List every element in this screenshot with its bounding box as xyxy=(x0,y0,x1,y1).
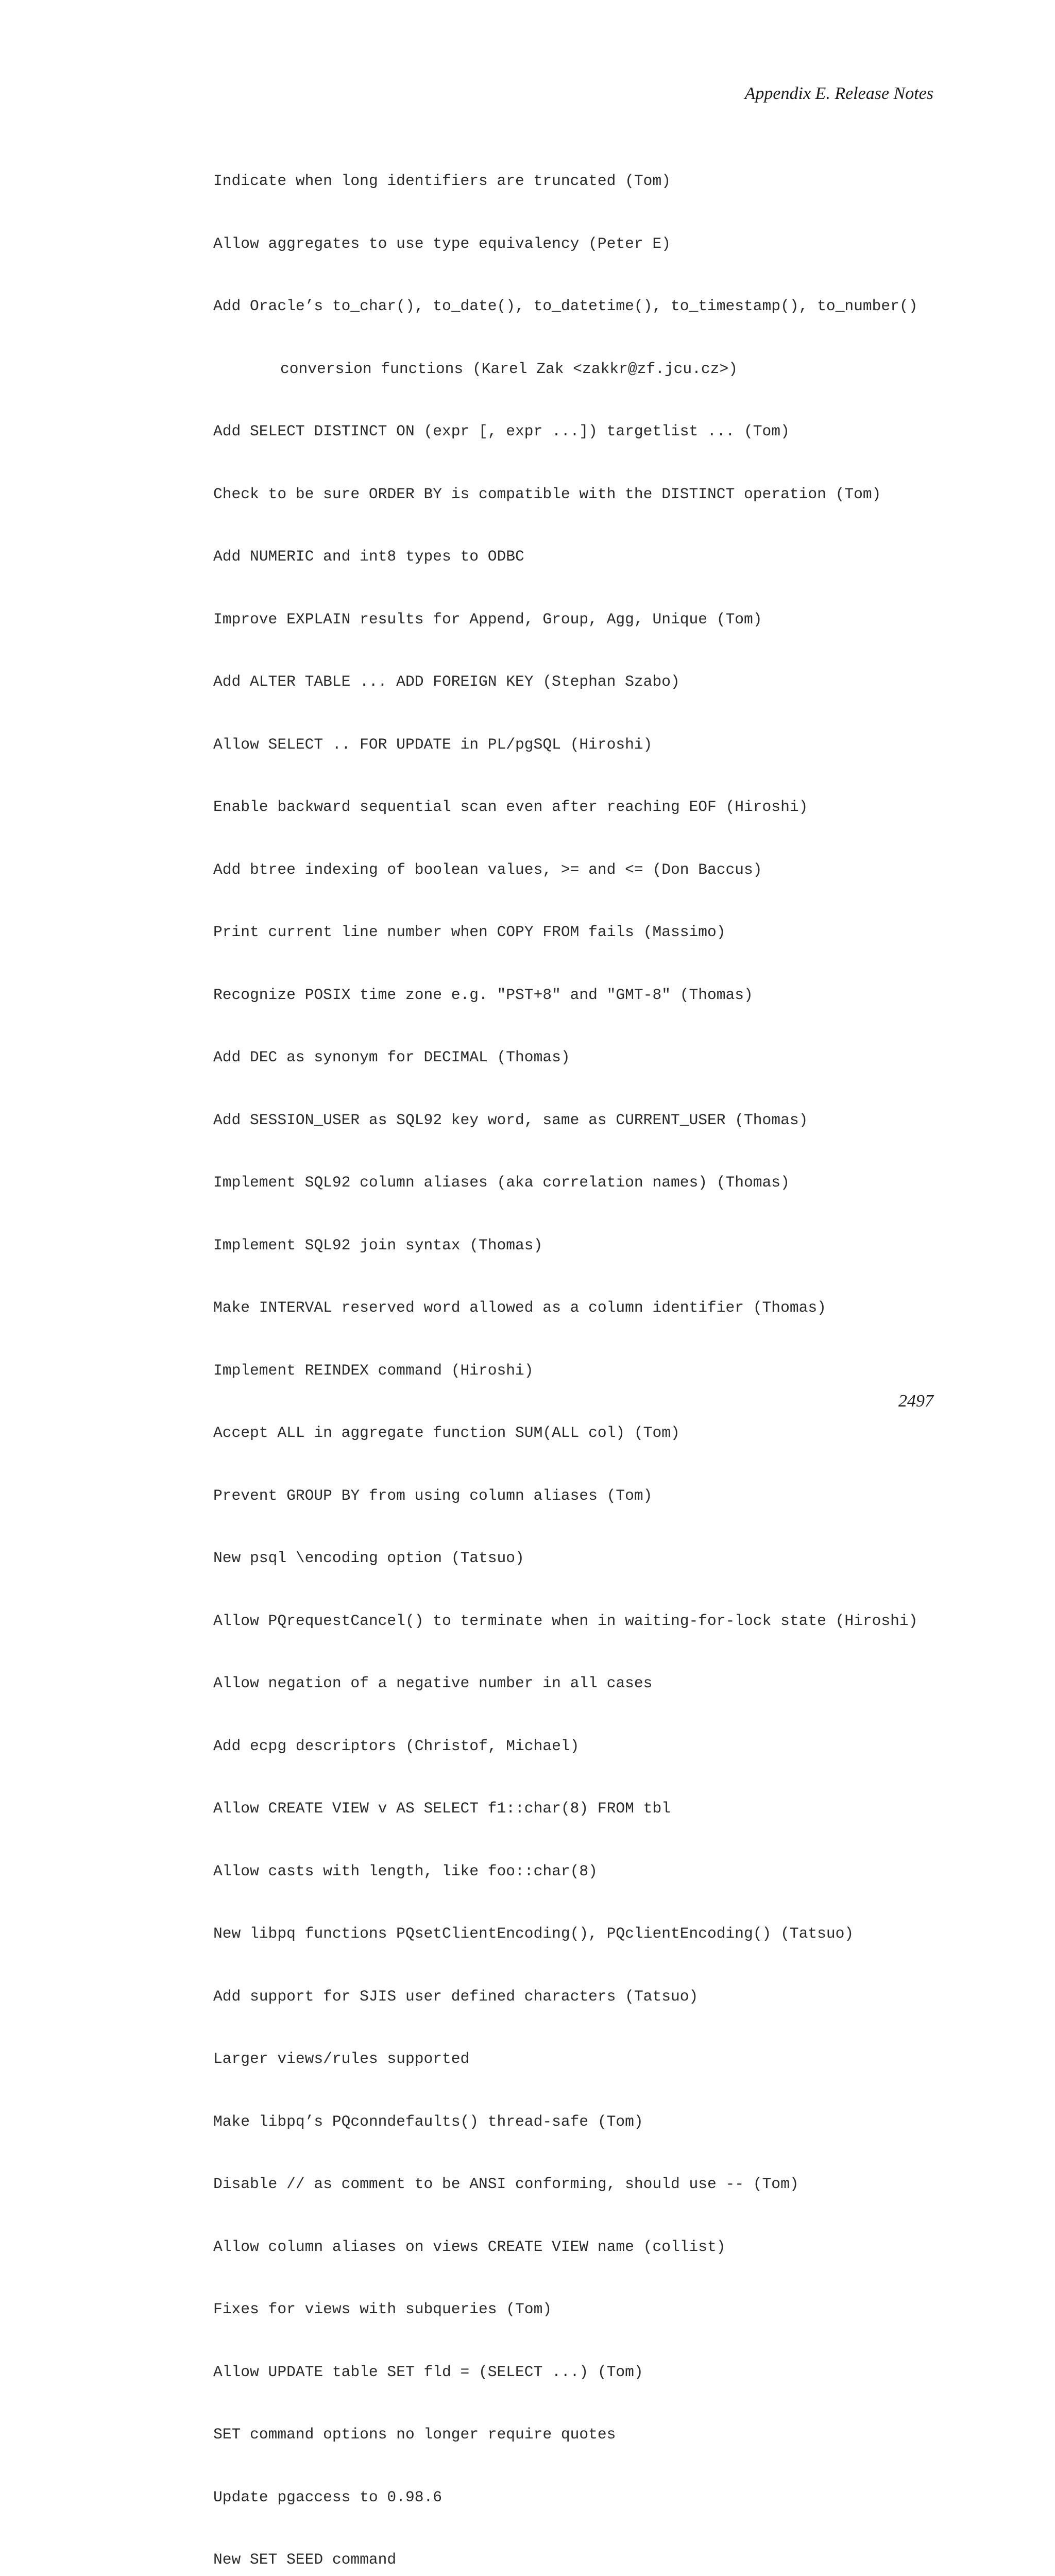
list-item: Make libpq’s PQconndefaults() thread-safe (Tom) xyxy=(213,2112,643,2130)
list-item: Implement SQL92 column aliases (aka correlation names) (Thomas) xyxy=(213,1174,790,1191)
list-item: Allow CREATE VIEW v AS SELECT f1::char(8) FROM tbl xyxy=(213,1800,671,1817)
list-item: Add DEC as synonym for DECIMAL (Thomas) xyxy=(213,1048,570,1066)
list-item: Prevent GROUP BY from using column aliases (Tom) xyxy=(213,1486,653,1504)
list-item: Add ecpg descriptors (Christof, Michael) xyxy=(213,1737,580,1755)
list-item: New libpq functions PQsetClientEncoding(), PQclientEncoding() (Tatsuo) xyxy=(213,1925,854,1942)
list-item: Allow PQrequestCancel() to terminate when in waiting-for-lock state (Hiroshi) xyxy=(213,1612,918,1630)
list-item: Allow casts with length, like foo::char(8) xyxy=(213,1862,598,1880)
list-item: Add ALTER TABLE ... ADD FOREIGN KEY (Stephan Szabo) xyxy=(213,673,680,690)
release-notes-list xyxy=(213,129,960,2576)
page-content xyxy=(213,129,960,2576)
list-item: Add btree indexing of boolean values, >= and <= (Don Baccus) xyxy=(213,860,762,878)
list-item: Enable backward sequential scan even after reaching EOF (Hiroshi) xyxy=(213,798,808,816)
list-item: Disable // as comment to be ANSI conforming, should use -- (Tom) xyxy=(213,2175,799,2193)
list-item-continuation: conversion functions (Karel Zak <zakkr@zf.jcu.cz>) xyxy=(280,360,738,378)
list-item: New SET SEED command xyxy=(213,2551,397,2568)
list-item: Improve EXPLAIN results for Append, Group, Agg, Unique (Tom) xyxy=(213,610,762,628)
list-item: Make INTERVAL reserved word allowed as a column identifier (Thomas) xyxy=(213,1299,826,1316)
list-item: Accept ALL in aggregate function SUM(ALL col) (Tom) xyxy=(213,1424,680,1442)
list-item: Add NUMERIC and int8 types to ODBC xyxy=(213,548,524,565)
list-item: SET command options no longer require quotes xyxy=(213,2426,616,2443)
list-item: New psql \encoding option (Tatsuo) xyxy=(213,1549,524,1567)
list-item: Allow SELECT .. FOR UPDATE in PL/pgSQL (Hiroshi) xyxy=(213,735,653,753)
list-item: Allow column aliases on views CREATE VIEW name (collist) xyxy=(213,2238,726,2256)
list-item: Add SESSION_USER as SQL92 key word, same as CURRENT_USER (Thomas) xyxy=(213,1111,808,1129)
list-item: Recognize POSIX time zone e.g. "PST+8" and "GMT-8" (Thomas) xyxy=(213,986,753,1004)
running-header: Appendix E. Release Notes xyxy=(744,84,933,103)
list-item: Add Oracle’s to_char(), to_date(), to_datetime(), to_timestamp(), to_number() xyxy=(213,297,918,315)
list-item: Add support for SJIS user defined characters (Tatsuo) xyxy=(213,1987,699,2005)
list-item: Print current line number when COPY FROM fails (Massimo) xyxy=(213,923,726,941)
list-item: Add SELECT DISTINCT ON (expr [, expr ...]) targetlist ... (Tom) xyxy=(213,422,790,440)
list-item: Fixes for views with subqueries (Tom) xyxy=(213,2300,552,2318)
list-item: Check to be sure ORDER BY is compatible with the DISTINCT operation (Tom) xyxy=(213,485,881,503)
list-item: Allow aggregates to use type equivalency (Peter E) xyxy=(213,234,671,252)
list-item: Larger views/rules supported xyxy=(213,2050,470,2067)
page-number: 2497 xyxy=(898,1392,933,1411)
list-item: Indicate when long identifiers are truncated (Tom) xyxy=(213,172,671,190)
list-item: Allow negation of a negative number in all cases xyxy=(213,1674,653,1692)
list-item: Implement REINDEX command (Hiroshi) xyxy=(213,1361,534,1379)
list-item: Allow UPDATE table SET fld = (SELECT ...) (Tom) xyxy=(213,2363,643,2381)
list-item: Implement SQL92 join syntax (Thomas) xyxy=(213,1236,543,1254)
list-item: Update pgaccess to 0.98.6 xyxy=(213,2488,442,2506)
